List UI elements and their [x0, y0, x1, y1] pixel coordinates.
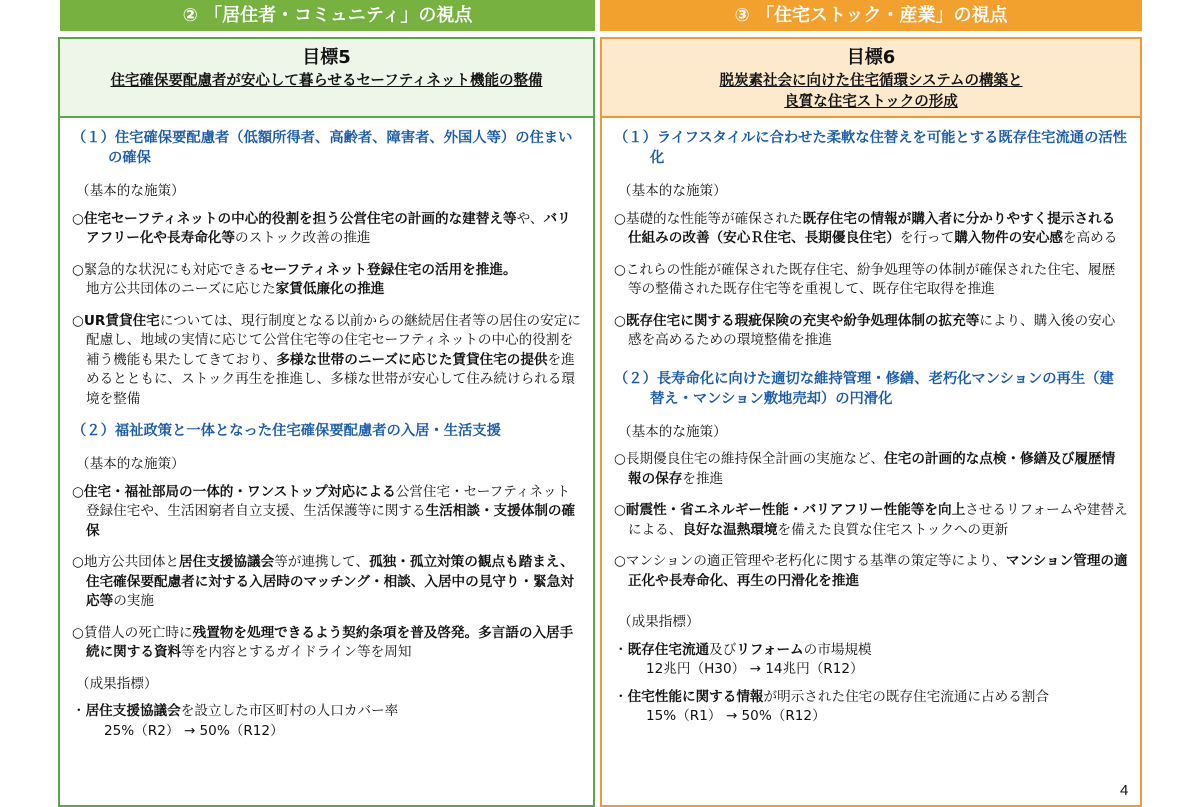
text: が明示された住宅の既存住宅流通に占める割合 — [763, 688, 1049, 705]
goal6-body — [602, 118, 1140, 727]
text: ○賃借人の死亡時に — [72, 624, 193, 641]
goal6-subtitle-line1: 脱炭素社会に向けた住宅循環システムの構築と — [719, 73, 1023, 89]
goal5-section1-heading: （１）住宅確保要配慮者（低額所得者、高齢者、障害者、外国人等）の住まいの確保 — [72, 130, 573, 166]
bullet: ○ — [72, 210, 84, 227]
text: 及び — [709, 641, 737, 658]
bullet: ○ — [72, 312, 84, 329]
goal6-section2-heading: （２）長寿命化に向けた適切な維持管理・修繕、老朽化マンションの再生（建替え・マンション敷地売却）の円滑化 — [614, 370, 1114, 407]
emphasis: 住宅セーフティネットの中心的役割を担う公営住宅の計画的な建替え等 — [83, 210, 517, 227]
emphasis: 良好な温熱環境 — [682, 521, 778, 538]
goal6-subtitle-line2: 良質な住宅ストックの形成 — [784, 94, 958, 110]
emphasis: 残置物を処理できるよう契約条項を普及啓発。多言語の入居手続に関する資料 — [86, 624, 574, 660]
emphasis: マンション管理の適正化や長寿命化、再生の円滑化を推進 — [628, 553, 1128, 589]
text: ○マンションの適正管理や老朽化に関する基準の策定等により、 — [614, 553, 1006, 569]
basic-measures-label: （基本的な施策） — [76, 183, 185, 199]
emphasis: 居住支援協議会 — [179, 554, 275, 570]
basic-measures-label: （基本的な施策） — [618, 423, 727, 440]
goal6-title: 目標6 — [846, 47, 896, 68]
page-number: 4 — [1120, 782, 1129, 799]
bullet: ○ — [72, 483, 84, 500]
emphasis: 多様な世帯のニーズに応じた賃貸住宅の提供 — [276, 351, 548, 368]
text: の市場規模 — [803, 641, 872, 658]
emphasis: 住宅性能に関する情報 — [627, 688, 764, 705]
goal5-measure-3 — [72, 312, 581, 410]
bullet: ○ — [614, 312, 626, 329]
text: のストック改善の推進 — [235, 230, 371, 246]
emphasis: 住宅の計画的な点検・修繕及び履歴情報の保存 — [628, 451, 1116, 487]
text: を設立した市区町村の人口カバー率 — [180, 703, 399, 719]
emphasis: バリアフリー化や長寿命化等 — [86, 210, 571, 246]
perspective-banner-housing-stock: ③ 「住宅ストック・産業」の視点 — [600, 0, 1142, 31]
indicator-value: 25%（R2） → 50%（R12） — [104, 722, 284, 739]
goal5-body — [60, 118, 593, 741]
emphasis: 既存住宅流通 — [627, 641, 710, 658]
goal6-section1-heading: （１）ライフスタイルに合わせた柔軟な住替えを可能とする既存住宅流通の活性化 — [614, 130, 1127, 166]
text: については、現行制度となる以前からの継続居住者等の居住の安定に配慮し、地域の実情に応じて公営住宅等の住宅セーフティネットの中心的役割を補う機能も果たしてきており、 — [86, 312, 581, 368]
bullet: ○ — [614, 502, 626, 518]
text: を備えた良質な住宅ストックへの更新 — [777, 521, 1009, 538]
goal5-measure-4 — [72, 483, 581, 542]
goal5-panel — [58, 37, 595, 807]
indicator-value: 15%（R1） → 50%（R12） — [646, 708, 826, 724]
goal5-section2-heading: （２）福祉政策と一体となった住宅確保要配慮者の入居・生活支援 — [72, 423, 501, 439]
goal6-indicator-2 — [614, 688, 1128, 727]
emphasis: 既存住宅の情報が購入者に分かりやすく提示される仕組みの改善（安心Ｒ住宅、長期優良住宅） — [628, 210, 1116, 246]
goal6-measure-6 — [614, 552, 1128, 591]
text: ○長期優良住宅の維持保全計画の実施など、 — [614, 451, 885, 467]
results-indicators-label: （成果指標） — [618, 614, 700, 630]
goal6-header — [602, 39, 1140, 118]
text: ○基礎的な性能等が確保された — [614, 210, 803, 227]
emphasis: UR賃貸住宅 — [83, 312, 160, 329]
text: を高める — [1063, 230, 1118, 246]
emphasis: 居住支援協議会 — [85, 703, 181, 719]
text: 地方公共団体のニーズに応じた — [86, 281, 276, 297]
basic-measures-label: （基本的な施策） — [76, 456, 185, 472]
text: ○緊急的な状況にも対応できる — [72, 261, 261, 278]
goal5-measure-1 — [72, 210, 581, 249]
goal5-measure-2 — [72, 261, 581, 300]
text: ○地方公共団体と — [72, 554, 180, 570]
text: により、購入後の安心感を高めるための環境整備を推進 — [628, 312, 1116, 348]
emphasis: 生活相談・支援体制の確保 — [86, 503, 576, 539]
goal6-indicator-1 — [614, 641, 1128, 680]
emphasis: 購入物件の安心感 — [954, 230, 1063, 246]
emphasis: リフォーム — [736, 641, 804, 658]
goal6-measure-5 — [614, 501, 1128, 540]
text: 等が連携して、 — [274, 554, 370, 570]
text: 等を内容とするガイドライン等を周知 — [181, 644, 412, 660]
text: を進めるとともに、ストック再生を推進し、多様な世帯が安心して住み続けられる環境を整備 — [86, 351, 575, 407]
text: や、 — [516, 210, 544, 227]
perspective-banner-residents: ② 「居住者・コミュニティ」の視点 — [60, 0, 595, 31]
goal5-subtitle: 住宅確保要配慮者が安心して暮らせるセーフティネット機能の整備 — [110, 73, 543, 89]
goal6-measure-3 — [614, 312, 1128, 351]
results-indicators-label: （成果指標） — [76, 675, 158, 692]
text: を推進 — [682, 470, 724, 487]
emphasis: 住宅・福祉部局の一体的・ワンストップ対応による — [83, 483, 396, 500]
text: の実施 — [113, 593, 154, 609]
goal6-measure-4 — [614, 450, 1128, 489]
goal5-indicator-1 — [72, 702, 581, 741]
emphasis: 家賃低廉化の推進 — [275, 281, 385, 297]
goal6-measure-2: ○これらの性能が確保された既存住宅、紛争処理等の体制が確保された住宅、履歴等の整備された既存住宅等を重視して、既存住宅取得を推進 — [614, 261, 1116, 297]
text: 公営住宅・セーフティネット登録住宅や、生活困窮者自立支援、生活保護等に関する — [86, 483, 571, 519]
goal5-header — [60, 39, 593, 118]
emphasis: セーフティネット登録住宅の活用を推進。 — [260, 261, 517, 278]
text: させるリフォームや建替えによる、 — [628, 502, 1128, 538]
goal6-measure-1 — [614, 210, 1128, 249]
indicator-value: 12兆円（H30） → 14兆円（R12） — [646, 661, 864, 677]
emphasis: 既存住宅に関する瑕疵保険の充実や紛争処理体制の拡充等 — [625, 312, 980, 329]
bullet: ・ — [614, 641, 628, 658]
text: を行って — [899, 230, 955, 246]
basic-measures-label: （基本的な施策） — [618, 183, 727, 199]
goal5-measure-6 — [72, 624, 581, 663]
bullet: ・ — [72, 703, 86, 719]
bullet: ・ — [614, 688, 628, 705]
goal6-panel — [600, 37, 1142, 807]
goal5-title: 目標5 — [302, 47, 351, 68]
emphasis: 耐震性・省エネルギー性能・バリアフリー性能等を向上 — [625, 502, 966, 518]
goal5-measure-5 — [72, 553, 581, 612]
emphasis: 孤独・孤立対策の観点も踏まえ、住宅確保要配慮者に対する入居時のマッチング・相談、入居中の見守り・緊急対応等 — [86, 554, 574, 609]
